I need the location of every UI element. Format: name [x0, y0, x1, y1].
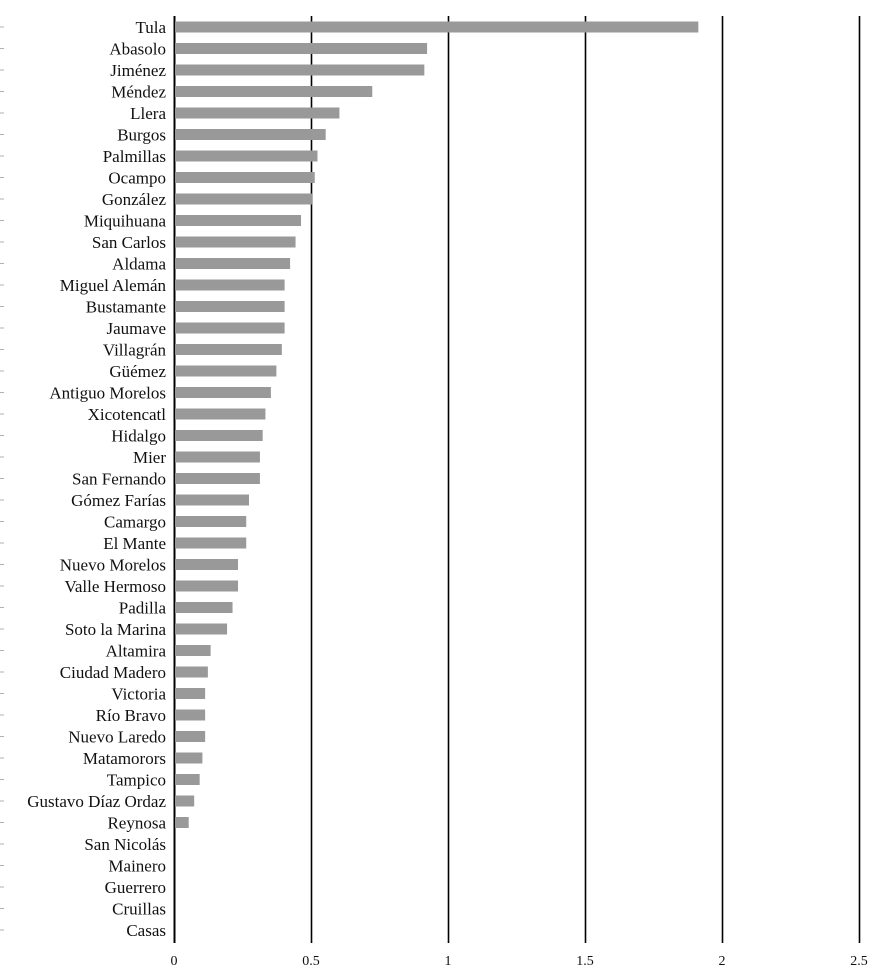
bar	[175, 645, 211, 656]
bar	[175, 194, 312, 205]
bar	[175, 129, 326, 140]
category-label: Mier	[132, 448, 166, 467]
category-label: Miquihuana	[83, 211, 166, 231]
category-label: Hidalgo	[111, 426, 166, 446]
bar	[175, 731, 205, 742]
bar	[175, 323, 285, 334]
category-label: Ciudad Madero	[59, 663, 166, 682]
category-labels	[27, 18, 166, 940]
x-tick-label: 1	[444, 954, 452, 969]
category-label: Valle Hermoso	[64, 577, 166, 596]
bar	[175, 774, 200, 785]
bar	[175, 602, 233, 613]
category-label: Camargo	[103, 512, 166, 532]
category-label: Casas	[126, 921, 166, 940]
bar	[175, 172, 315, 183]
bar	[175, 753, 202, 764]
bar	[175, 473, 260, 484]
category-label: Jaumave	[106, 319, 166, 338]
x-tick-labels	[171, 954, 868, 969]
category-label: Altamira	[105, 641, 166, 661]
category-label: Nuevo Laredo	[68, 727, 166, 747]
category-label: San Carlos	[91, 233, 166, 252]
bar	[175, 43, 427, 54]
bar	[175, 366, 276, 377]
category-label: Mainero	[108, 856, 166, 876]
category-label: San Nicolás	[84, 835, 166, 854]
x-tick-label: 1.5	[576, 954, 594, 969]
category-label: Ocampo	[108, 168, 166, 188]
bar	[175, 280, 285, 291]
category-label: Nuevo Morelos	[59, 555, 166, 575]
category-label: Xicotencatl	[87, 405, 166, 424]
bar	[175, 65, 424, 76]
bar	[175, 452, 260, 463]
category-label: Cruillas	[112, 899, 166, 919]
bar	[175, 215, 301, 226]
bar	[175, 688, 205, 699]
category-label: Antiguo Morelos	[49, 383, 166, 403]
bar	[175, 430, 263, 441]
bar	[175, 258, 290, 269]
category-label: San Fernando	[72, 469, 166, 489]
x-tick-label: 0.5	[302, 954, 320, 969]
category-label: Miguel Alemán	[59, 276, 166, 295]
bars	[175, 22, 698, 829]
bar	[175, 108, 339, 119]
category-label: Abasolo	[109, 39, 166, 59]
x-tick-label: 2.5	[850, 954, 868, 969]
bar	[175, 624, 227, 635]
bar	[175, 817, 189, 828]
bar	[175, 86, 372, 97]
bar	[175, 581, 238, 592]
bar	[175, 344, 282, 355]
category-label: Aldama	[112, 254, 166, 274]
bar	[175, 796, 194, 807]
bar	[175, 516, 246, 527]
left-tick-marks	[0, 27, 4, 930]
bar	[175, 151, 317, 162]
category-label: Burgos	[117, 125, 166, 145]
bar	[175, 495, 249, 506]
category-label: Padilla	[118, 598, 166, 618]
bar	[175, 559, 238, 570]
category-label: Guerrero	[104, 878, 166, 897]
category-label: González	[101, 190, 166, 209]
category-label: Bustamante	[85, 297, 166, 317]
category-label: Victoria	[111, 684, 166, 704]
bar	[175, 409, 265, 420]
bar	[175, 667, 208, 678]
category-label: Llera	[130, 104, 166, 123]
bar	[175, 538, 246, 549]
category-label: Palmillas	[102, 147, 166, 166]
bar	[175, 710, 205, 721]
x-tick-label: 2	[718, 954, 726, 969]
category-label: Reynosa	[107, 813, 166, 833]
category-label: Méndez	[111, 82, 166, 102]
bar	[175, 387, 271, 398]
category-label: Soto la Marina	[64, 620, 166, 639]
category-label: Gustavo Díaz Ordaz	[27, 792, 166, 811]
category-label: Tula	[135, 18, 166, 37]
bar	[175, 22, 698, 33]
bar	[175, 237, 296, 248]
category-label: Jiménez	[110, 61, 166, 80]
category-label: Río Bravo	[95, 706, 166, 725]
category-label: Gómez Farías	[71, 491, 166, 510]
category-label: Tampico	[106, 770, 166, 790]
category-label: Villagrán	[102, 340, 166, 360]
bar	[175, 301, 285, 312]
category-label: Güémez	[109, 362, 166, 381]
category-label: El Mante	[103, 534, 166, 553]
x-tick-label: 0	[170, 954, 178, 969]
category-label: Matamorors	[82, 749, 166, 768]
